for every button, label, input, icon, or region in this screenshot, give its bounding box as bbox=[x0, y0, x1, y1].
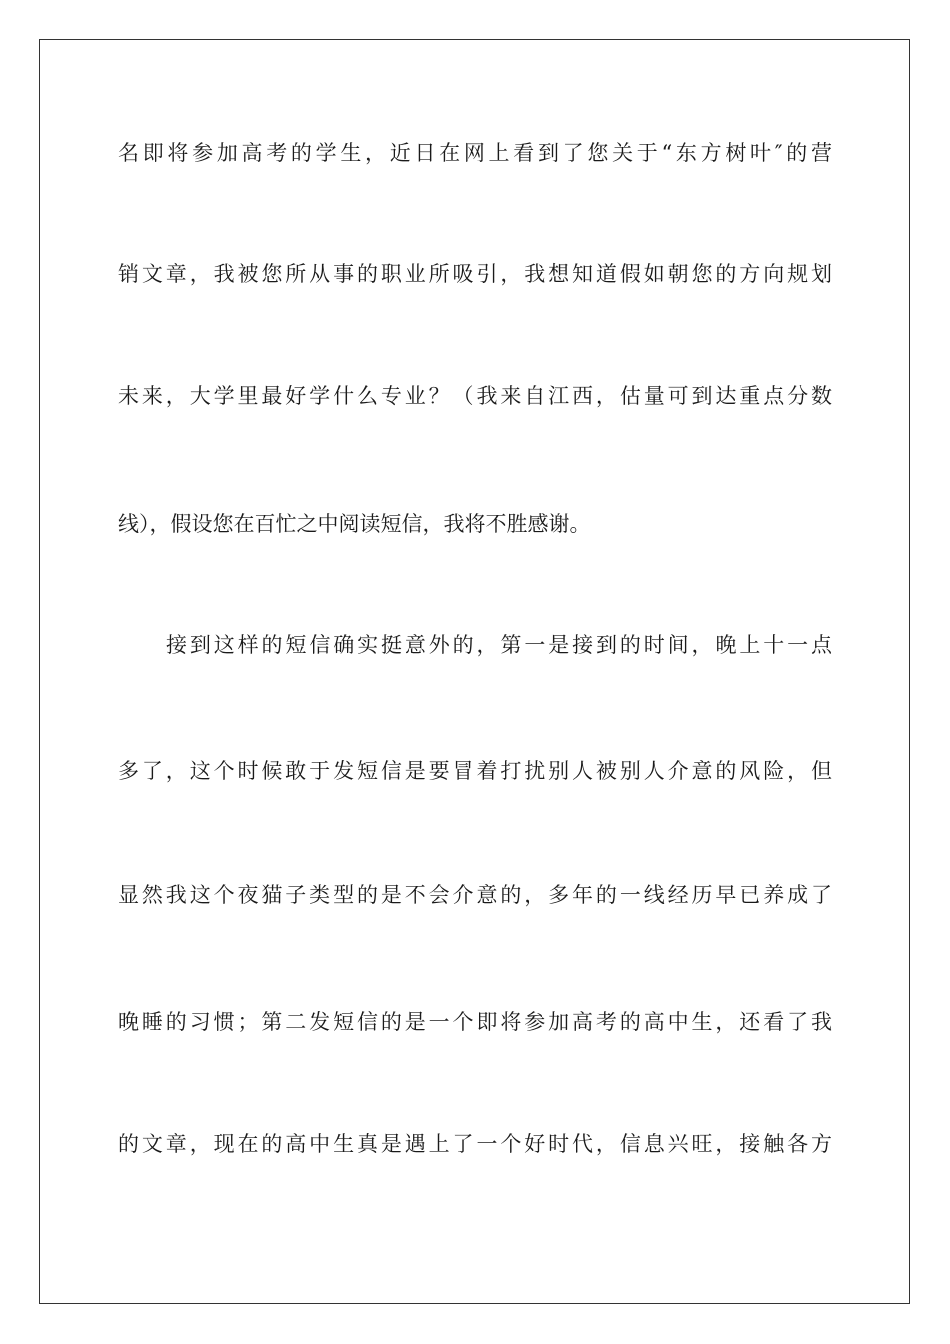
paragraph-line: 销文章，我被您所从事的职业所吸引，我想知道假如朝您的方向规划 bbox=[118, 262, 832, 286]
page-border bbox=[39, 39, 910, 1304]
paragraph-line: 显然我这个夜猫子类型的是不会介意的，多年的一线经历早已养成了 bbox=[118, 883, 832, 907]
paragraph-line: 晚睡的习惯；第二发短信的是一个即将参加高考的高中生，还看了我 bbox=[118, 1010, 832, 1034]
paragraph-line: 名即将参加高考的学生，近日在网上看到了您关于“东方树叶″的营 bbox=[118, 141, 832, 165]
paragraph-line: 线），假设您在百忙之中阅读短信，我将不胜感谢。 bbox=[118, 512, 591, 536]
paragraph-line: 的文章，现在的高中生真是遇上了一个好时代，信息兴旺，接触各方 bbox=[118, 1132, 832, 1156]
paragraph-line: 接到这样的短信确实挺意外的，第一是接到的时间，晚上十一点 bbox=[166, 633, 832, 657]
paragraph-line: 多了，这个时候敢于发短信是要冒着打扰别人被别人介意的风险，但 bbox=[118, 759, 832, 783]
paragraph-line: 未来，大学里最好学什么专业？（我来自江西，估量可到达重点分数 bbox=[118, 384, 832, 408]
